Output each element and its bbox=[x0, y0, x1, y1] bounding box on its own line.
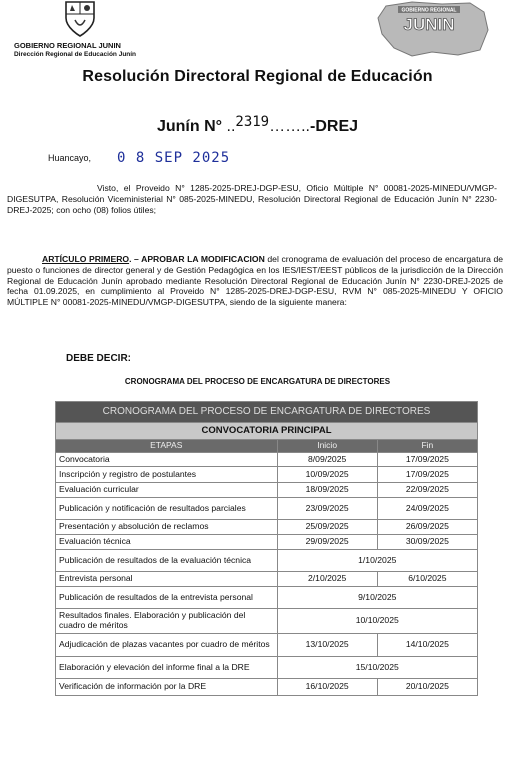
cell-etapa: Elaboración y elevación del informe final a la DRE bbox=[56, 657, 278, 679]
cell-fin: 30/09/2025 bbox=[377, 535, 477, 550]
table-row bbox=[56, 657, 478, 679]
cell-fecha: 1/10/2025 bbox=[277, 550, 477, 572]
resolution-handwritten-number: 2319 bbox=[235, 114, 270, 130]
cell-inicio: 2/10/2025 bbox=[277, 572, 377, 587]
cell-inicio: 8/09/2025 bbox=[277, 453, 377, 467]
cell-fin: 20/10/2025 bbox=[377, 679, 477, 696]
cronograma-title: CRONOGRAMA DEL PROCESO DE ENCARGATURA DE DIRECTORES bbox=[124, 377, 391, 386]
document-title: Resolución Directoral Regional de Educación bbox=[82, 68, 433, 85]
cell-etapa: Inscripción y registro de postulantes bbox=[56, 467, 278, 483]
debe-decir-heading: DEBE DECIR: bbox=[66, 353, 132, 364]
cell-fin: 17/09/2025 bbox=[377, 467, 477, 483]
cell-fin: 17/09/2025 bbox=[377, 453, 477, 467]
cell-fin: 24/09/2025 bbox=[377, 498, 477, 520]
cell-fecha: 10/10/2025 bbox=[277, 609, 477, 634]
logo-big-text: JUNIN bbox=[403, 15, 455, 34]
column-header-fin: Fin bbox=[377, 440, 477, 453]
cell-etapa: Verificación de información por la DRE bbox=[56, 679, 278, 696]
table-row bbox=[56, 634, 478, 657]
table-title-row bbox=[56, 402, 478, 423]
cell-etapa: Publicación de resultados de la entrevista personal bbox=[56, 587, 278, 609]
cell-inicio: 10/09/2025 bbox=[277, 467, 377, 483]
table-title: CRONOGRAMA DEL PROCESO DE ENCARGATURA DE DIRECTORES bbox=[56, 402, 478, 423]
table-row bbox=[56, 609, 478, 634]
visto-paragraph: Visto, el Proveido N° 1285-2025-DREJ-DGP-ESU, Oficio Múltiple N° 00081-2025-MINEDU/VMGP-DIGESUTPA, Resolución Viceministerial N° 085-2025-MINEDU, Resolución Directoral Regional de Educación Junín N° 2230-DREJ-2025; con ocho (08) folios útiles; bbox=[7, 183, 497, 215]
date-stamp: 0 8 SEP 2025 bbox=[117, 150, 231, 166]
table-subtitle: CONVOCATORIA PRINCIPAL bbox=[56, 423, 478, 440]
articulo-primero-paragraph bbox=[7, 254, 503, 308]
resolution-number bbox=[0, 114, 515, 136]
logo-small-text: GOBIERNO REGIONAL bbox=[401, 7, 457, 14]
cell-inicio: 13/10/2025 bbox=[277, 634, 377, 657]
org-name: GOBIERNO REGIONAL JUNIN bbox=[14, 41, 121, 50]
resolution-suffix: -DREJ bbox=[310, 118, 359, 135]
articulo-bold-text: APROBAR LA MODIFICACION bbox=[141, 254, 265, 264]
cell-etapa: Publicación de resultados de la evaluación técnica bbox=[56, 550, 278, 572]
column-header-etapas: ETAPAS bbox=[56, 440, 278, 453]
table-row bbox=[56, 679, 478, 696]
cell-etapa: Evaluación técnica bbox=[56, 535, 278, 550]
cell-fin: 14/10/2025 bbox=[377, 634, 477, 657]
table-row bbox=[56, 550, 478, 572]
junin-region-logo-icon bbox=[372, 0, 490, 58]
cell-etapa: Convocatoria bbox=[56, 453, 278, 467]
cell-etapa: Evaluación curricular bbox=[56, 483, 278, 498]
table-row bbox=[56, 520, 478, 535]
table-header-row bbox=[56, 440, 478, 453]
org-subname: Dirección Regional de Educación Junín bbox=[13, 51, 137, 58]
table-subtitle-row bbox=[56, 423, 478, 440]
cell-fecha: 15/10/2025 bbox=[277, 657, 477, 679]
table-row bbox=[56, 498, 478, 520]
cell-inicio: 23/09/2025 bbox=[277, 498, 377, 520]
column-header-inicio: Inicio bbox=[277, 440, 377, 453]
table-row bbox=[56, 572, 478, 587]
cell-etapa: Adjudicación de plazas vacantes por cuadro de méritos bbox=[56, 634, 278, 657]
cell-etapa: Entrevista personal bbox=[56, 572, 278, 587]
articulo-heading: ARTÍCULO PRIMERO bbox=[42, 254, 130, 264]
place-name: Huancayo, bbox=[48, 153, 92, 163]
cell-inicio: 29/09/2025 bbox=[277, 535, 377, 550]
articulo-body-text: del cronograma de evaluación del proceso de encargatura de puesto o funciones de director general y de Gestión Pedagógica en los IES/IEST/EEST públicos de la jurisdicción de la Dirección Regional de Educación Junín aprobado mediante Resolución Directoral Regional de Educación Junín N° 2230-DREJ-2025 de fecha 01.09.2025, en cumplimiento al Proveido N° 1285-2025-DREJ-DGP-ESU, RVM N° 085-2025-MINEDU Y OFICIO MÚLTIPLE N° 00081-2025-MINEDU/VMGP-DIGESUTPA, siendo de la siguiente manera: bbox=[7, 254, 504, 308]
cell-inicio: 18/09/2025 bbox=[277, 483, 377, 498]
cell-fecha: 9/10/2025 bbox=[277, 587, 477, 609]
table-row bbox=[56, 467, 478, 483]
cell-inicio: 16/10/2025 bbox=[277, 679, 377, 696]
resolution-prefix: Junín N° bbox=[156, 118, 223, 135]
resolution-trail-dots: …….. bbox=[269, 118, 310, 135]
resolution-lead-dots: .. bbox=[222, 118, 236, 135]
table-row bbox=[56, 453, 478, 467]
table-row bbox=[56, 483, 478, 498]
cell-inicio: 25/09/2025 bbox=[277, 520, 377, 535]
cronograma-table bbox=[55, 401, 478, 696]
cell-etapa: Resultados finales. Elaboración y publicación del cuadro de méritos bbox=[56, 609, 278, 634]
cell-fin: 26/09/2025 bbox=[377, 520, 477, 535]
table-row bbox=[56, 535, 478, 550]
cell-etapa: Publicación y notificación de resultados parciales bbox=[56, 498, 278, 520]
cell-fin: 22/09/2025 bbox=[377, 483, 477, 498]
articulo-dash: . – bbox=[129, 254, 142, 264]
cronograma-table-body bbox=[56, 402, 478, 696]
cell-fin: 6/10/2025 bbox=[377, 572, 477, 587]
table-row bbox=[56, 587, 478, 609]
cell-etapa: Presentación y absolución de reclamos bbox=[56, 520, 278, 535]
peru-shield-icon bbox=[62, 0, 98, 38]
